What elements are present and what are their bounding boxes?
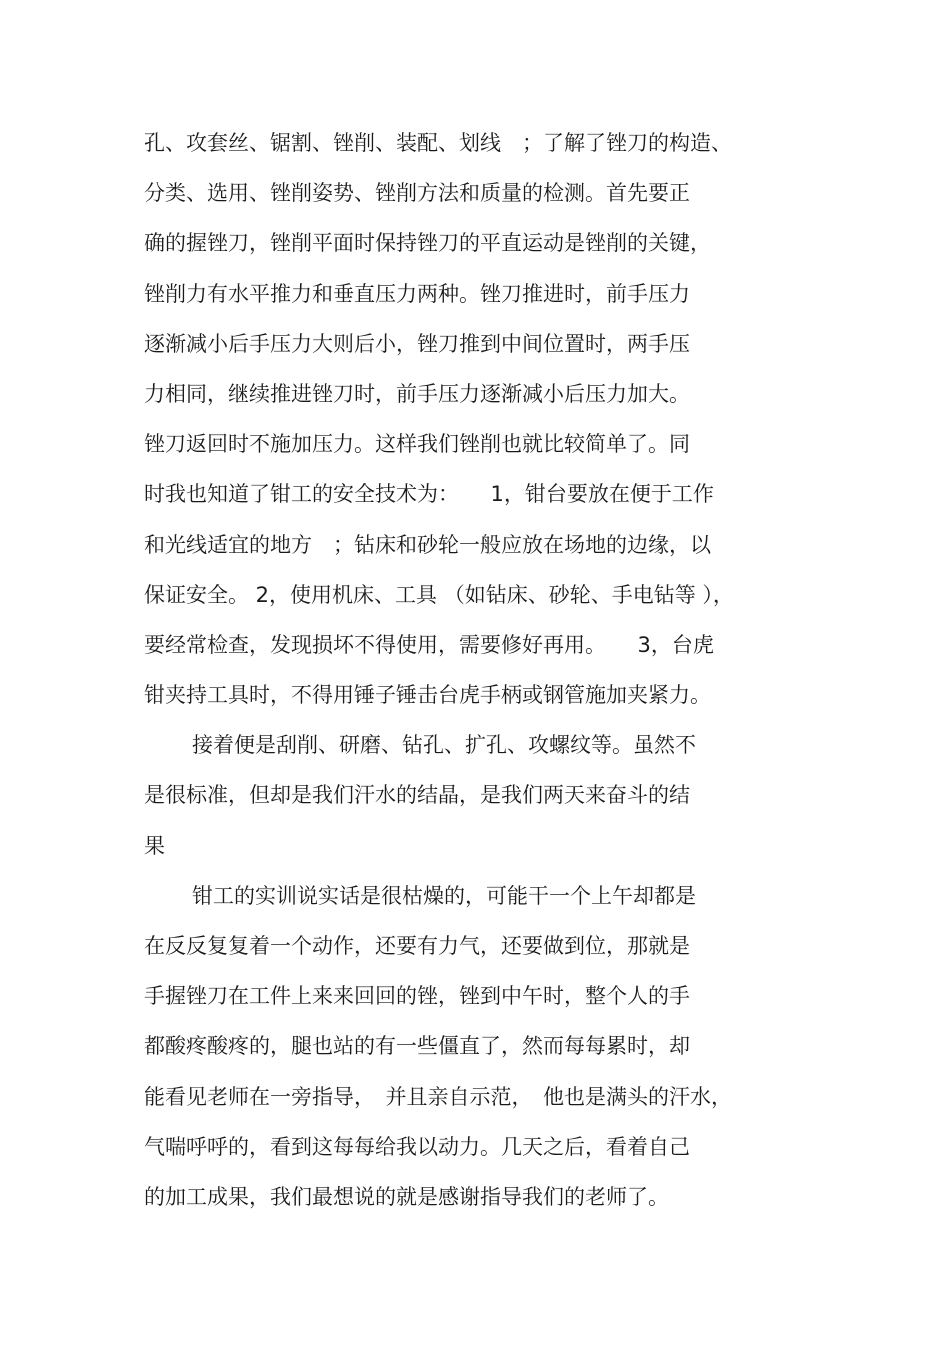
text-line: 分类、选用、锉削姿势、锉削方法和质量的检测。首先要正 xyxy=(144,181,690,206)
text-line: 要经常检查，发现损坏不得使用，需要修好再用。 3，台虎 xyxy=(144,632,714,657)
text-line: 锉刀返回时不施加压力。这样我们锉削也就比较简单了。同 xyxy=(144,432,690,457)
text-line: 钳夹持工具时，不得用锤子锤击台虎手柄或钢管施加夹紧力。 xyxy=(144,683,711,708)
text-line: 气喘呼呼的，看到这每每给我以动力。几天之后，看着自己 xyxy=(144,1134,690,1159)
paragraph-start-line: 接着便是刮削、研磨、钻孔、扩孔、攻螺纹等。虽然不 xyxy=(192,733,696,758)
text-line: 在反反复复着一个动作，还要有力气，还要做到位，那就是 xyxy=(144,934,690,958)
body-text xyxy=(144,118,824,1222)
paragraph-start-line: 钳工的实训说实话是很枯燥的，可能干一个上午却都是 xyxy=(192,883,696,908)
text-line: 锉削力有水平推力和垂直压力两种。锉刀推进时，前手压力 xyxy=(144,281,690,306)
text-line: 果 xyxy=(144,833,165,858)
text-line: 手握锉刀在工件上来来回回的锉，锉到中午时，整个人的手 xyxy=(144,984,690,1009)
text-line: 的加工成果，我们最想说的就是感谢指导我们的老师了。 xyxy=(144,1184,669,1209)
text-line: 都酸疼酸疼的，腿也站的有一些僵直了，然而每每累时，却 xyxy=(144,1034,690,1059)
text-line: 和光线适宜的地方 ；钻床和砂轮一般应放在场地的边缘，以 xyxy=(144,532,711,557)
text-line: 能看见老师在一旁指导， 并且亲自示范， 他也是满头的汗水， xyxy=(144,1084,732,1109)
text-line: 孔、攻套丝、锯割、锉削、装配、划线 ；了解了锉刀的构造、 xyxy=(144,131,732,155)
text-line: 力相同，继续推进锉刀时，前手压力逐渐减小后压力加大。 xyxy=(144,381,690,406)
text-line: 确的握锉刀，锉削平面时保持锉刀的平直运动是锉削的关键， xyxy=(144,231,711,256)
text-line: 时我也知道了钳工的安全技术为： 1，钳台要放在便于工作 xyxy=(144,482,714,507)
text-line: 逐渐减小后手压力大则后小，锉刀推到中间位置时，两手压 xyxy=(144,331,690,356)
text-line: 是很标准，但却是我们汗水的结晶，是我们两天来奋斗的结 xyxy=(144,783,690,808)
text-line: 保证安全。 2，使用机床、工具 （如钻床、砂轮、手电钻等 ）， xyxy=(144,582,734,607)
